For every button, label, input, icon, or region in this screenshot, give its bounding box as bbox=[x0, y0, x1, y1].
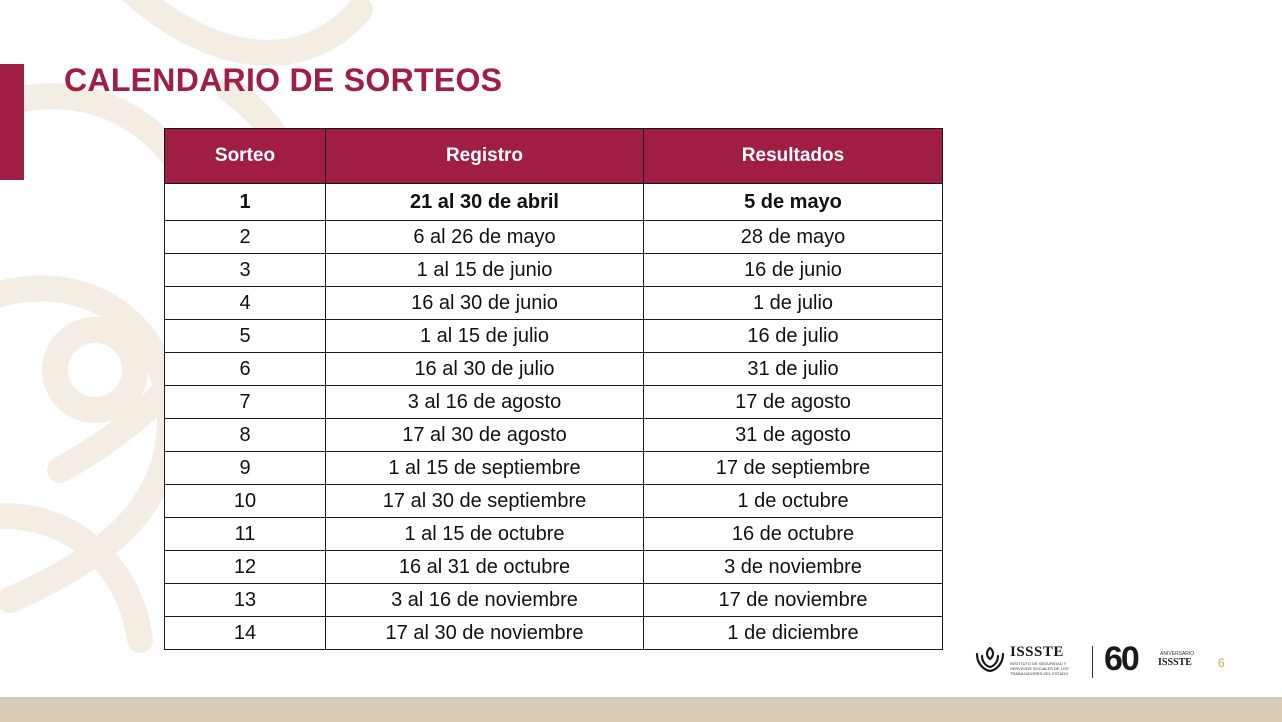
accent-bar bbox=[0, 64, 24, 180]
resultados-cell: 3 de noviembre bbox=[644, 551, 943, 584]
registro-cell: 3 al 16 de noviembre bbox=[326, 584, 644, 617]
sorteo-cell: 13 bbox=[165, 584, 326, 617]
resultados-cell: 31 de julio bbox=[644, 353, 943, 386]
sorteo-cell: 8 bbox=[165, 419, 326, 452]
sorteo-cell: 6 bbox=[165, 353, 326, 386]
resultados-cell: 17 de agosto bbox=[644, 386, 943, 419]
sorteo-cell: 1 bbox=[165, 184, 326, 221]
sorteo-cell: 10 bbox=[165, 485, 326, 518]
table-row bbox=[165, 287, 943, 320]
sorteo-cell: 9 bbox=[165, 452, 326, 485]
table-row bbox=[165, 551, 943, 584]
anniversary-issste-text: ISSSTE bbox=[1158, 657, 1192, 668]
registro-cell: 17 al 30 de agosto bbox=[326, 419, 644, 452]
sorteos-calendar-table bbox=[164, 128, 943, 650]
resultados-cell: 5 de mayo bbox=[644, 184, 943, 221]
resultados-cell: 1 de diciembre bbox=[644, 617, 943, 650]
table-row bbox=[165, 419, 943, 452]
table-row bbox=[165, 452, 943, 485]
sorteo-cell: 2 bbox=[165, 221, 326, 254]
table-row bbox=[165, 353, 943, 386]
table-row bbox=[165, 221, 943, 254]
resultados-cell: 31 de agosto bbox=[644, 419, 943, 452]
page-title: CALENDARIO DE SORTEOS bbox=[64, 62, 503, 98]
table-row bbox=[165, 518, 943, 551]
sorteo-cell: 4 bbox=[165, 287, 326, 320]
anniversary-60-logo: 60 bbox=[1104, 640, 1138, 678]
registro-cell: 1 al 15 de octubre bbox=[326, 518, 644, 551]
resultados-cell: 17 de septiembre bbox=[644, 452, 943, 485]
table-row bbox=[165, 184, 943, 221]
registro-cell: 1 al 15 de septiembre bbox=[326, 452, 644, 485]
sorteo-cell: 12 bbox=[165, 551, 326, 584]
header-sorteo: Sorteo bbox=[165, 129, 326, 184]
resultados-cell: 16 de julio bbox=[644, 320, 943, 353]
resultados-cell: 16 de junio bbox=[644, 254, 943, 287]
table-row bbox=[165, 584, 943, 617]
anniversary-label: ANIVERSARIO bbox=[1160, 651, 1195, 657]
sorteo-cell: 3 bbox=[165, 254, 326, 287]
registro-cell: 16 al 30 de junio bbox=[326, 287, 644, 320]
issste-logo-subtitle: INSTITUTO DE SEGURIDAD Y SERVICIOS SOCIALES DE LOS TRABAJADORES DEL ESTADO bbox=[1010, 661, 1069, 676]
resultados-cell: 1 de octubre bbox=[644, 485, 943, 518]
footer-logos bbox=[972, 640, 1232, 684]
sorteo-cell: 7 bbox=[165, 386, 326, 419]
issste-logo-text: ISSSTE bbox=[1010, 644, 1064, 660]
table-header-row bbox=[165, 129, 943, 184]
table-row bbox=[165, 617, 943, 650]
resultados-cell: 1 de julio bbox=[644, 287, 943, 320]
table-row bbox=[165, 386, 943, 419]
header-resultados: Resultados bbox=[644, 129, 943, 184]
header-registro: Registro bbox=[326, 129, 644, 184]
registro-cell: 17 al 30 de septiembre bbox=[326, 485, 644, 518]
table-row bbox=[165, 254, 943, 287]
page-number: 6 bbox=[1218, 656, 1225, 670]
registro-cell: 16 al 30 de julio bbox=[326, 353, 644, 386]
registro-cell: 16 al 31 de octubre bbox=[326, 551, 644, 584]
sorteo-cell: 5 bbox=[165, 320, 326, 353]
resultados-cell: 16 de octubre bbox=[644, 518, 943, 551]
bottom-band bbox=[0, 697, 1282, 722]
registro-cell: 1 al 15 de julio bbox=[326, 320, 644, 353]
sorteo-cell: 14 bbox=[165, 617, 326, 650]
table-row bbox=[165, 320, 943, 353]
registro-cell: 3 al 16 de agosto bbox=[326, 386, 644, 419]
registro-cell: 17 al 30 de noviembre bbox=[326, 617, 644, 650]
table-row bbox=[165, 485, 943, 518]
logo-divider bbox=[1092, 646, 1093, 678]
resultados-cell: 17 de noviembre bbox=[644, 584, 943, 617]
registro-cell: 6 al 26 de mayo bbox=[326, 221, 644, 254]
sorteo-cell: 11 bbox=[165, 518, 326, 551]
registro-cell: 1 al 15 de junio bbox=[326, 254, 644, 287]
resultados-cell: 28 de mayo bbox=[644, 221, 943, 254]
issste-emblem-icon bbox=[974, 644, 1006, 674]
registro-cell: 21 al 30 de abril bbox=[326, 184, 644, 221]
